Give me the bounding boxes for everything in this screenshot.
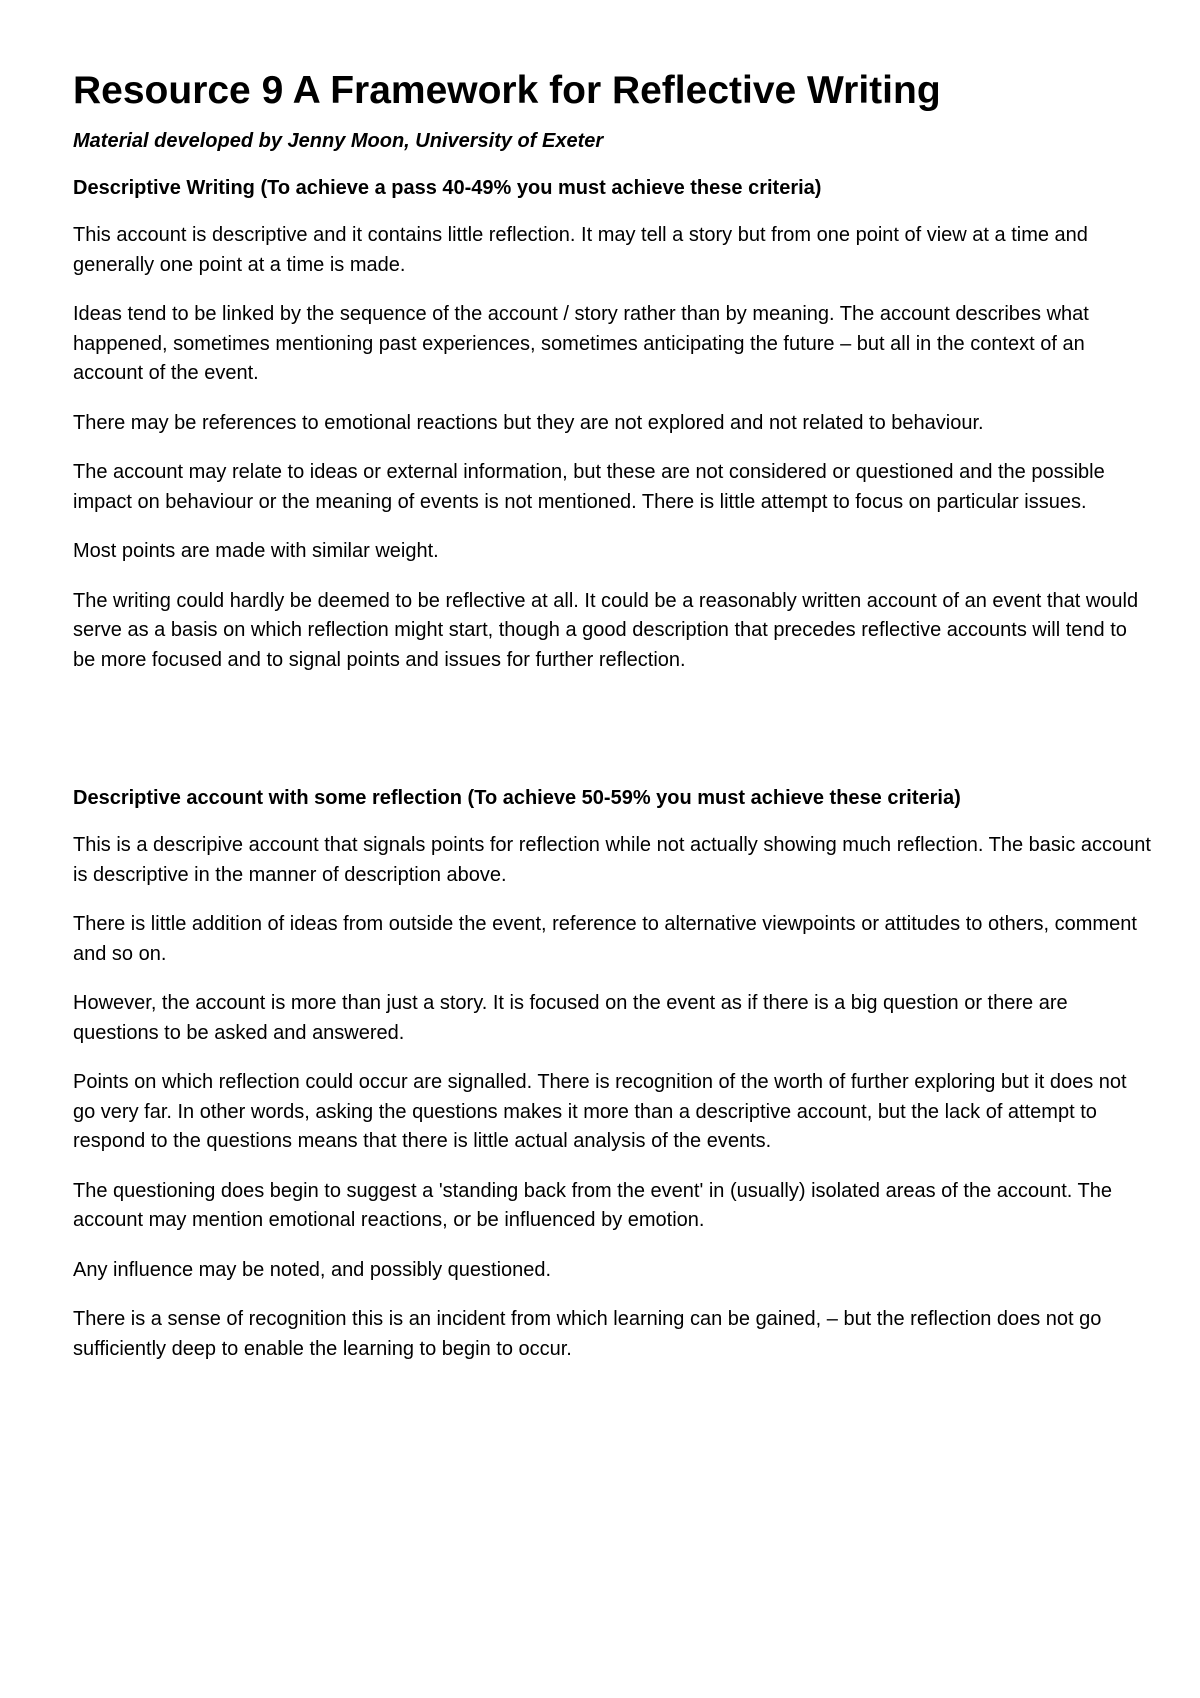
paragraph: Ideas tend to be linked by the sequence of the account / story rather than by meaning. The account describes what happened, sometimes mentioning past experiences, sometimes anticipating the future – but all in the context of an account of the event. xyxy=(73,303,1089,384)
attribution-line: Material developed by Jenny Moon, University of Exeter xyxy=(73,130,604,152)
paragraph: However, the account is more than just a story. It is focused on the event as if there is a big question or there are questions to be asked and answered. xyxy=(73,992,1068,1044)
paragraph: The questioning does begin to suggest a 'standing back from the event' in (usually) isolated areas of the account. The account may mention emotional reactions, or be influenced by emotion. xyxy=(73,1179,1113,1231)
section-descriptive-with-reflection xyxy=(73,785,1153,1364)
section-heading: Descriptive Writing (To achieve a pass 40-49% you must achieve these criteria) xyxy=(73,177,822,199)
document-page xyxy=(73,68,1153,1364)
paragraph: Most points are made with similar weight. xyxy=(73,540,439,562)
paragraph: Any influence may be noted, and possibly questioned. xyxy=(73,1258,552,1281)
paragraph: The writing could hardly be deemed to be reflective at all. It could be a reasonably written account of an event that would serve as a basis on which reflection might start, though a good description that precedes reflective accounts will tend to be more focused and to signal points and issues for further reflection. xyxy=(73,589,1139,671)
paragraph: There is a sense of recognition this is an incident from which learning can be gained, – but the reflection does not go sufficiently deep to enable the learning to begin to occur. xyxy=(73,1308,1102,1360)
section-heading: Descriptive account with some reflection (To achieve 50-59% you must achieve these criteria) xyxy=(73,787,961,809)
paragraph: There is little addition of ideas from outside the event, reference to alternative viewpoints or attitudes to others, comment and so on. xyxy=(73,913,1137,965)
paragraph: This is a descripive account that signals points for reflection while not actually showing much reflection. The basic account is descriptive in the manner of description above. xyxy=(73,834,1151,886)
paragraph: There may be references to emotional reactions but they are not explored and not related to behaviour. xyxy=(73,411,984,434)
document-title: Resource 9 A Framework for Reflective Writing xyxy=(73,69,941,112)
paragraph: This account is descriptive and it contains little reflection. It may tell a story but from one point of view at a time and generally one point at a time is made. xyxy=(73,224,1088,276)
paragraph: Points on which reflection could occur are signalled. There is recognition of the worth of further exploring but it does not go very far. In other words, asking the questions makes it more than a descriptive account, but the lack of attempt to respond to the questions means that there is little actual analysis of the events. xyxy=(73,1071,1127,1152)
paragraph: The account may relate to ideas or external information, but these are not considered or questioned and the possible impact on behaviour or the meaning of events is not mentioned. There is little attempt to focus on particular issues. xyxy=(73,461,1105,513)
section-descriptive-writing xyxy=(73,175,1153,675)
